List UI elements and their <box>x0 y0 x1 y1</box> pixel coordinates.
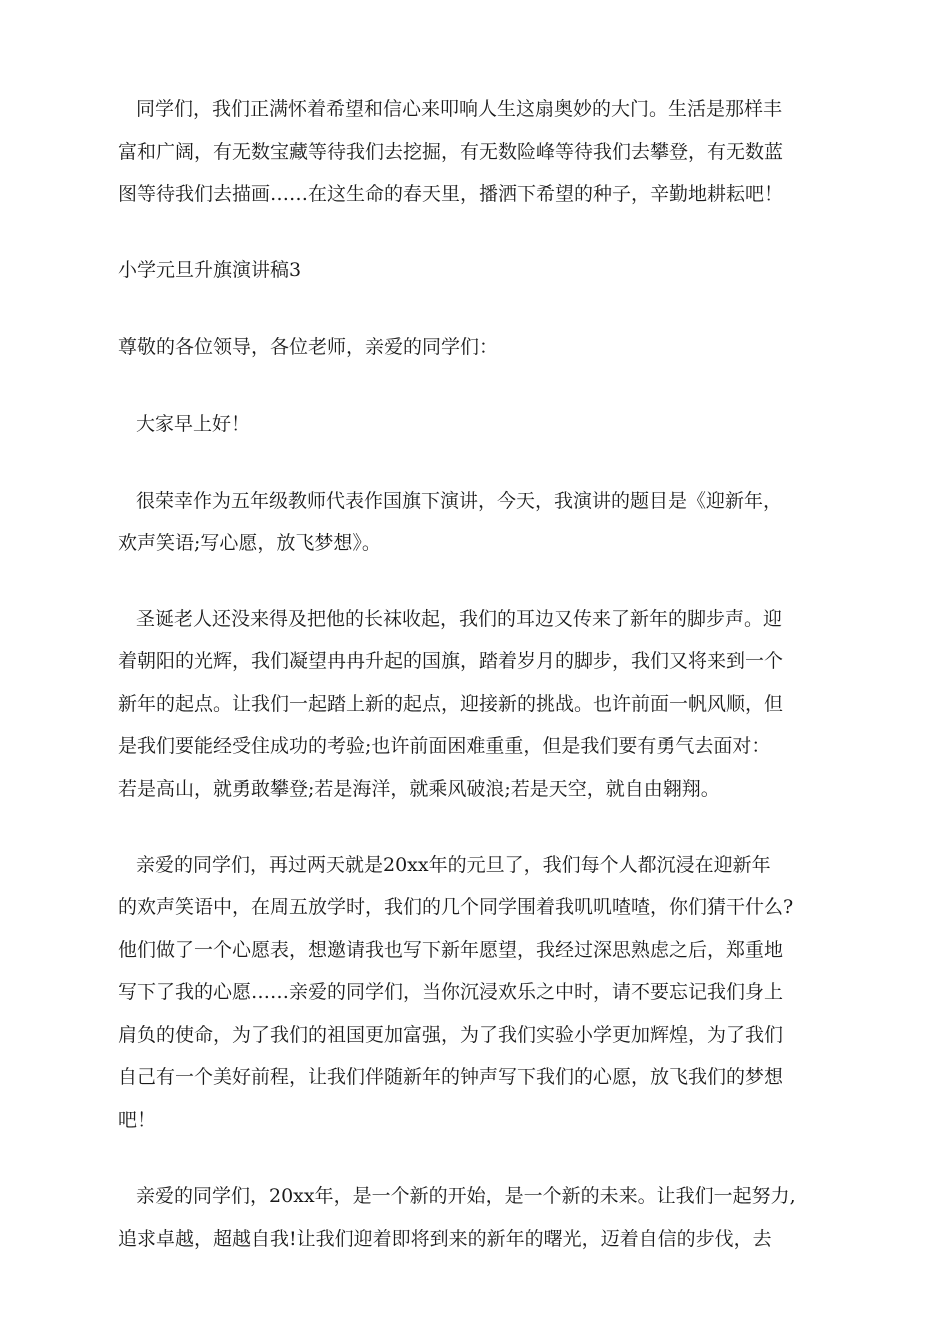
paragraph-3-line-4: 是我们要能经受住成功的考验;也许前面困难重重，但是我们要有勇气去面对： <box>118 735 771 757</box>
paragraph-1-line-1: 同学们，我们正满怀着希望和信心来叩响人生这扇奥妙的大门。生活是那样丰 <box>136 98 783 120</box>
paragraph-5-line-1: 亲爱的同学们，20xx年，是一个新的开始，是一个新的未来。让我们一起努力, <box>136 1185 796 1207</box>
paragraph-3-line-2: 着朝阳的光辉，我们凝望冉冉升起的国旗，踏着岁月的脚步，我们又将来到一个 <box>118 650 784 672</box>
paragraph-3-line-3: 新年的起点。让我们一起踏上新的起点，迎接新的挑战。也许前面一帆风顺，但 <box>118 693 784 715</box>
paragraph-2-line-2: 欢声笑语;写心愿，放飞梦想》。 <box>118 532 381 554</box>
paragraph-4-line-3: 他们做了一个心愿表，想邀请我也写下新年愿望，我经过深思熟虑之后，郑重地 <box>118 939 784 961</box>
paragraph-4-line-6: 自己有一个美好前程，让我们伴随新年的钟声写下我们的心愿，放飞我们的梦想 <box>118 1066 784 1088</box>
paragraph-4-line-5: 肩负的使命，为了我们的祖国更加富强，为了我们实验小学更加辉煌，为了我们 <box>118 1024 784 1046</box>
paragraph-5-line-2: 追求卓越，超越自我!让我们迎着即将到来的新年的曙光，迈着自信的步伐，去 <box>118 1228 772 1250</box>
salutation: 尊敬的各位领导，各位老师，亲爱的同学们： <box>118 336 499 358</box>
section-heading: 小学元旦升旗演讲稿3 <box>118 259 302 281</box>
paragraph-1-line-3: 图等待我们去描画……在这生命的春天里，播洒下希望的种子，辛勤地耕耘吧！ <box>118 183 784 205</box>
paragraph-3-line-5: 若是高山，就勇敢攀登;若是海洋，就乘风破浪;若是天空，就自由翱翔。 <box>118 778 720 800</box>
greeting: 大家早上好！ <box>136 413 251 435</box>
paragraph-2-line-1: 很荣幸作为五年级教师代表作国旗下演讲，今天，我演讲的题目是《迎新年， <box>136 490 783 512</box>
paragraph-4-line-1: 亲爱的同学们，再过两天就是20xx年的元旦了，我们每个人都沉浸在迎新年 <box>136 854 771 876</box>
paragraph-4-line-4: 写下了我的心愿……亲爱的同学们，当你沉浸欢乐之中时，请不要忘记我们身上 <box>118 981 784 1003</box>
paragraph-1-line-2: 富和广阔，有无数宝藏等待我们去挖掘，有无数险峰等待我们去攀登，有无数蓝 <box>118 141 784 163</box>
paragraph-3-line-1: 圣诞老人还没来得及把他的长袜收起，我们的耳边又传来了新年的脚步声。迎 <box>136 608 783 630</box>
paragraph-4-line-7: 吧！ <box>118 1109 157 1131</box>
paragraph-4-line-2: 的欢声笑语中，在周五放学时，我们的几个同学围着我叽叽喳喳，你们猜干什么? <box>118 896 794 918</box>
